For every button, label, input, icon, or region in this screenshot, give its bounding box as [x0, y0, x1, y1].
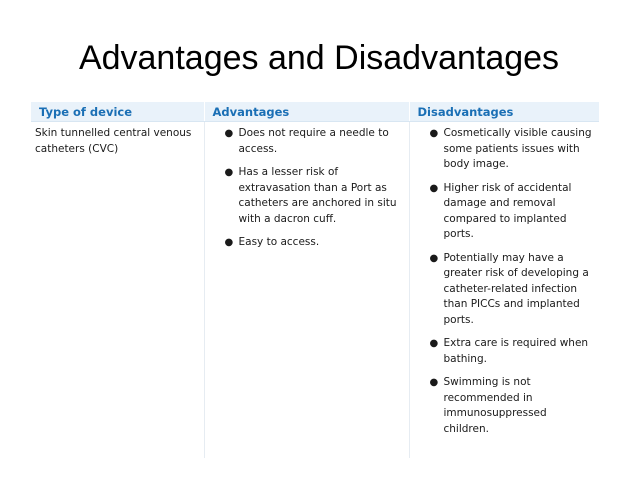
list-item	[430, 126, 594, 173]
header-disadvantages: Disadvantages	[409, 102, 599, 122]
advantage-text: Easy to access.	[238, 236, 320, 248]
table-header-row	[31, 102, 599, 122]
bullet-icon: ●	[429, 128, 439, 139]
list-item	[225, 165, 403, 227]
disadvantage-text: Potentially may have a greater risk of developing a catheter-related infection than PICCs and implanted ports.	[443, 251, 589, 326]
advantages-cell	[204, 122, 409, 459]
list-item	[430, 181, 594, 243]
bullet-icon: ●	[224, 128, 234, 139]
disadvantage-text: Cosmetically visible causing some patients issues with body image.	[443, 127, 592, 170]
bullet-icon: ●	[224, 237, 234, 248]
comparison-table	[31, 102, 599, 458]
bullet-icon: ●	[429, 252, 439, 264]
bullet-icon: ●	[429, 377, 439, 388]
table-row	[31, 122, 599, 459]
disadvantage-text: Swimming is not recommended in immunosuppressed children.	[443, 376, 547, 435]
list-item	[225, 235, 403, 251]
comparison-table-wrapper	[31, 102, 599, 458]
list-item	[430, 251, 594, 329]
device-cell: Skin tunnelled central venous catheters (CVC)	[35, 127, 192, 155]
advantage-text: Does not require a needle to access.	[238, 127, 389, 155]
disadvantages-list	[416, 126, 594, 437]
list-item	[430, 375, 594, 437]
disadvantage-text: Higher risk of accidental damage and removal compared to implanted ports.	[443, 181, 572, 240]
bullet-icon: ●	[429, 182, 439, 194]
slide-title: Advantages and Disadvantages	[78, 39, 560, 77]
list-item	[430, 336, 594, 367]
disadvantage-text: Extra care is required when bathing.	[443, 337, 589, 365]
bullet-icon: ●	[224, 167, 234, 178]
advantage-text: Has a lesser risk of extravasation than a Port as catheters are anchored in situ with a dacron cuff.	[238, 166, 397, 225]
header-type-of-device: Type of device	[31, 102, 204, 122]
disadvantages-cell	[409, 122, 599, 459]
advantages-list	[211, 126, 403, 251]
header-advantages: Advantages	[204, 102, 409, 122]
list-item	[225, 126, 403, 157]
bullet-icon: ●	[429, 338, 439, 349]
